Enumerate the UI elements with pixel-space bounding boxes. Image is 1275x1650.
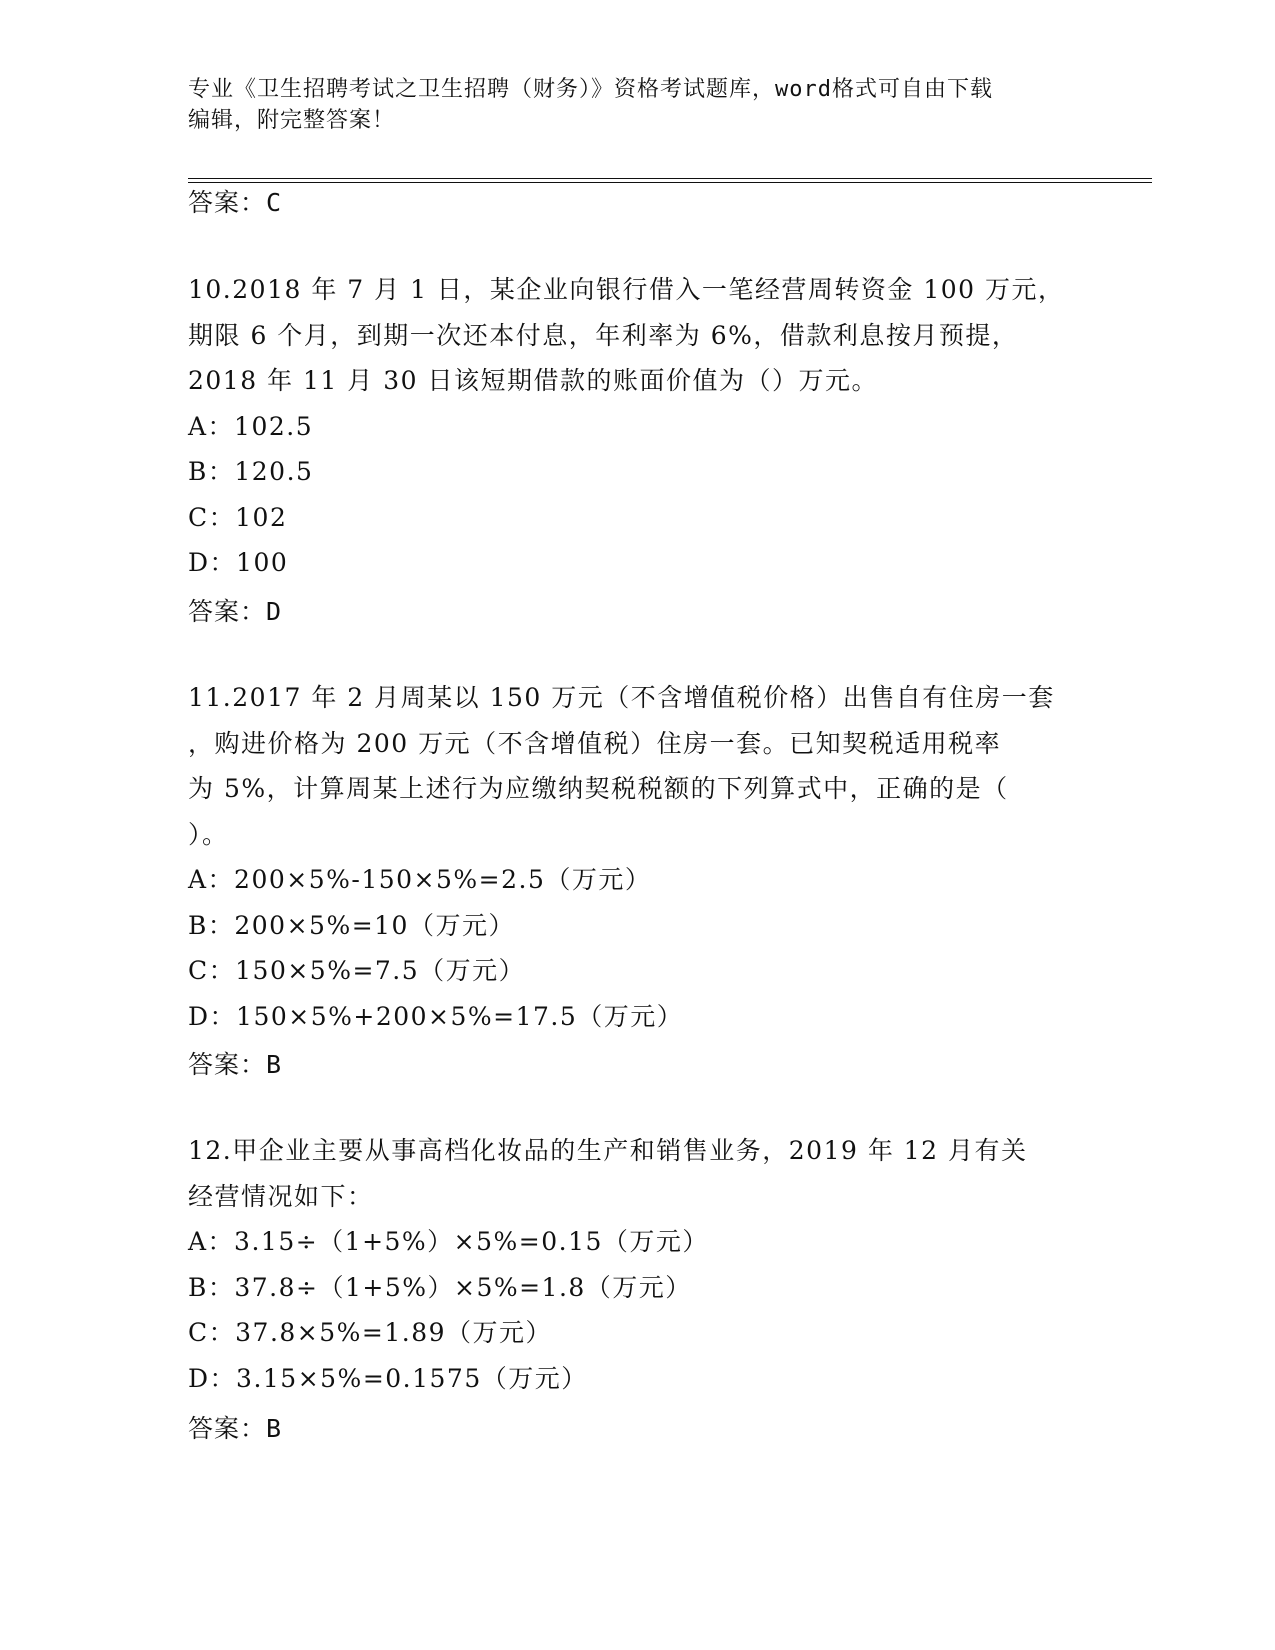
question-11-answer: 答案：B <box>188 1050 283 1079</box>
question-12-line-1: 12.甲企业主要从事高档化妆品的生产和销售业务，2019 年 12 月有关 <box>188 1136 1028 1165</box>
question-10-answer: 答案：D <box>188 597 283 626</box>
question-12-line-2: 经营情况如下： <box>188 1181 374 1211</box>
question-10-line-2: 期限 6 个月，到期一次还本付息，年利率为 6%，借款利息按月预提， <box>188 320 1019 350</box>
question-11-line-3: 为 5%，计算周某上述行为应缴纳契税税额的下列算式中，正确的是（ <box>188 774 1009 803</box>
question-10-option-b: B：120.5 <box>188 457 314 486</box>
header-line-1: 专业《卫生招聘考试之卫生招聘（财务）》资格考试题库，word格式可自由下载 <box>188 77 993 102</box>
question-10-line-3: 2018 年 11 月 30 日该短期借款的账面价值为（）万元。 <box>188 366 878 395</box>
document-header <box>188 74 1068 136</box>
question-10-option-c: C：102 <box>188 502 288 532</box>
question-12-answer: 答案：B <box>188 1414 283 1443</box>
previous-answer: 答案：C <box>188 188 283 217</box>
question-12-option-b: B：37.8÷（1+5%）×5%=1.8（万元） <box>188 1272 692 1302</box>
question-11 <box>188 675 1088 1039</box>
question-11-option-c: C：150×5%=7.5（万元） <box>188 956 526 985</box>
question-10-line-1: 10.2018 年 7 月 1 日，某企业向银行借入一笔经营周转资金 100 万元， <box>188 275 1065 304</box>
question-11-line-4: ）。 <box>188 819 229 849</box>
question-12-option-c: C：37.8×5%=1.89（万元） <box>188 1318 553 1347</box>
header-divider-bottom <box>188 182 1152 183</box>
header-line-2: 编辑，附完整答案！ <box>188 108 396 133</box>
question-12-option-a: A：3.15÷（1+5%）×5%=0.15（万元） <box>188 1227 709 1256</box>
question-12-option-d: D：3.15×5%=0.1575（万元） <box>188 1363 588 1393</box>
question-12 <box>188 1128 1088 1401</box>
question-10-option-d: D：100 <box>188 548 289 577</box>
question-10-option-a: A：102.5 <box>188 411 314 441</box>
question-10 <box>188 267 1088 586</box>
question-11-line-2: ，购进价格为 200 万元（不含增值税）住房一套。已知契税适用税率 <box>188 728 1002 758</box>
header-divider-top <box>188 178 1152 179</box>
question-11-line-1: 11.2017 年 2 月周某以 150 万元（不含增值税价格）出售自有住房一套 <box>188 683 1055 712</box>
question-11-option-a: A：200×5%-150×5%=2.5（万元） <box>188 865 652 894</box>
question-11-option-d: D：150×5%+200×5%=17.5（万元） <box>188 1001 684 1031</box>
question-11-option-b: B：200×5%=10（万元） <box>188 910 515 940</box>
